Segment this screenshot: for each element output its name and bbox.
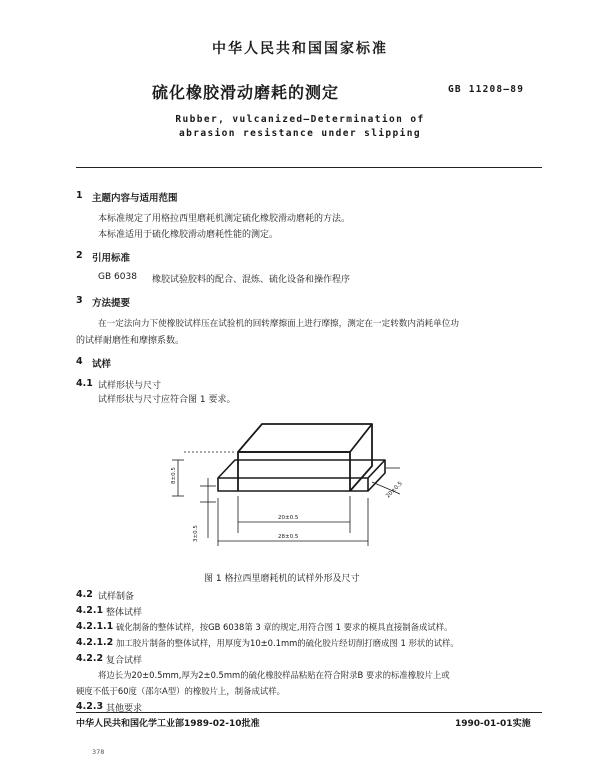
dim-height-base: 3±0.5 [193,525,199,542]
reference-code: GB 6038 [98,272,137,282]
section-3-number: 3 [76,295,83,306]
dim-depth: 20±0.5 [385,480,404,500]
section-4-2-3-title: 其他要求 [106,704,143,714]
page-number: 378 [92,748,105,756]
document-title-cn: 硫化橡胶滑动磨耗的测定 [152,83,340,102]
top-block-top [238,424,372,452]
section-1-paragraph-2: 本标准适用于硫化橡胶滑动磨耗性能的测定。 [98,230,279,240]
top-block-front [238,452,350,491]
section-2-number: 2 [76,250,83,261]
standard-number: GB 11208—89 [448,84,525,95]
section-3-title: 方法提要 [92,298,131,309]
dim-width-inner: 20±0.5 [278,515,299,521]
section-1-paragraph-1: 本标准规定了用格拉西里磨耗机测定硫化橡胶滑动磨耗的方法。 [98,214,351,224]
section-4-number: 4 [76,356,83,367]
section-4-1-text: 试样形状与尺寸应符合图 1 要求。 [98,395,236,405]
section-4-2-1-1-text: 硫化制备的整体试样，按GB 6038第 3 章的规定,用符合图 1 要求的模具直接制备成试样。 [116,622,453,632]
section-4-title: 试样 [92,359,112,370]
section-1-title: 主题内容与适用范围 [92,193,178,204]
base-slab-outline [218,460,385,478]
section-4-2-1-title: 整体试样 [106,608,143,618]
section-1-number: 1 [76,190,83,201]
section-4-2-2-title: 复合试样 [106,656,143,666]
section-3-paragraph-1: 在一定法向力下使橡胶试样压在试验机的回转摩擦面上进行摩擦，测定在一定转数内消耗单位功 [98,319,459,329]
section-4-1-title: 试样形状与尺寸 [98,381,162,391]
section-4-2-1-1-number: 4.2.1.1 [76,621,114,632]
section-4-2-2-paragraph-1: 将边长为20±0.5mm,厚为2±0.5mm的硫化橡胶样品粘贴在符合附录B 要求的标准橡胶片上或 [98,670,450,680]
dim-height-total: 8±0.5 [171,467,177,484]
section-4-2-2-paragraph-2: 硬度不低于60度（邵尔A型）的橡胶片上，制备成试样。 [76,686,286,696]
dim-width-outer: 28±0.5 [278,534,299,540]
document-org-header: 中华人民共和国国家标准 [212,41,388,57]
figure-1-specimen-drawing [160,408,420,558]
section-4-2-1-2-text: 加工胶片制备的整体试样，用厚度为10±0.1mm的硫化胶片经切削打磨成图 1 形状的试样。 [116,638,459,648]
section-3-paragraph-2: 的试样耐磨性和摩擦系数。 [76,336,185,346]
document-title-en-line1: Rubber, vulcanized—Determination of [175,114,425,125]
section-4-2-3-number: 4.2.3 [76,701,104,712]
section-2-title: 引用标准 [92,253,131,264]
section-4-2-number: 4.2 [76,589,93,600]
implementation-date: 1990-01-01实施 [455,719,531,729]
document-title-en-line2: abrasion resistance under slipping [178,128,422,139]
approval-line: 中华人民共和国化学工业部1989-02-10批准 [76,719,260,729]
section-4-2-1-2-number: 4.2.1.2 [76,637,114,648]
section-4-2-title: 试样制备 [98,592,135,602]
header-divider [76,167,542,168]
section-4-1-number: 4.1 [76,378,93,389]
figure-1-caption: 图 1 格拉西里磨耗机的试样外形及尺寸 [204,574,360,584]
section-4-2-1-number: 4.2.1 [76,605,104,616]
reference-title: 橡胶试验胶料的配合、混炼、硫化设备和操作程序 [152,275,351,285]
base-slab-front [218,478,368,491]
section-4-2-2-number: 4.2.2 [76,653,104,664]
footer-divider [76,712,542,713]
